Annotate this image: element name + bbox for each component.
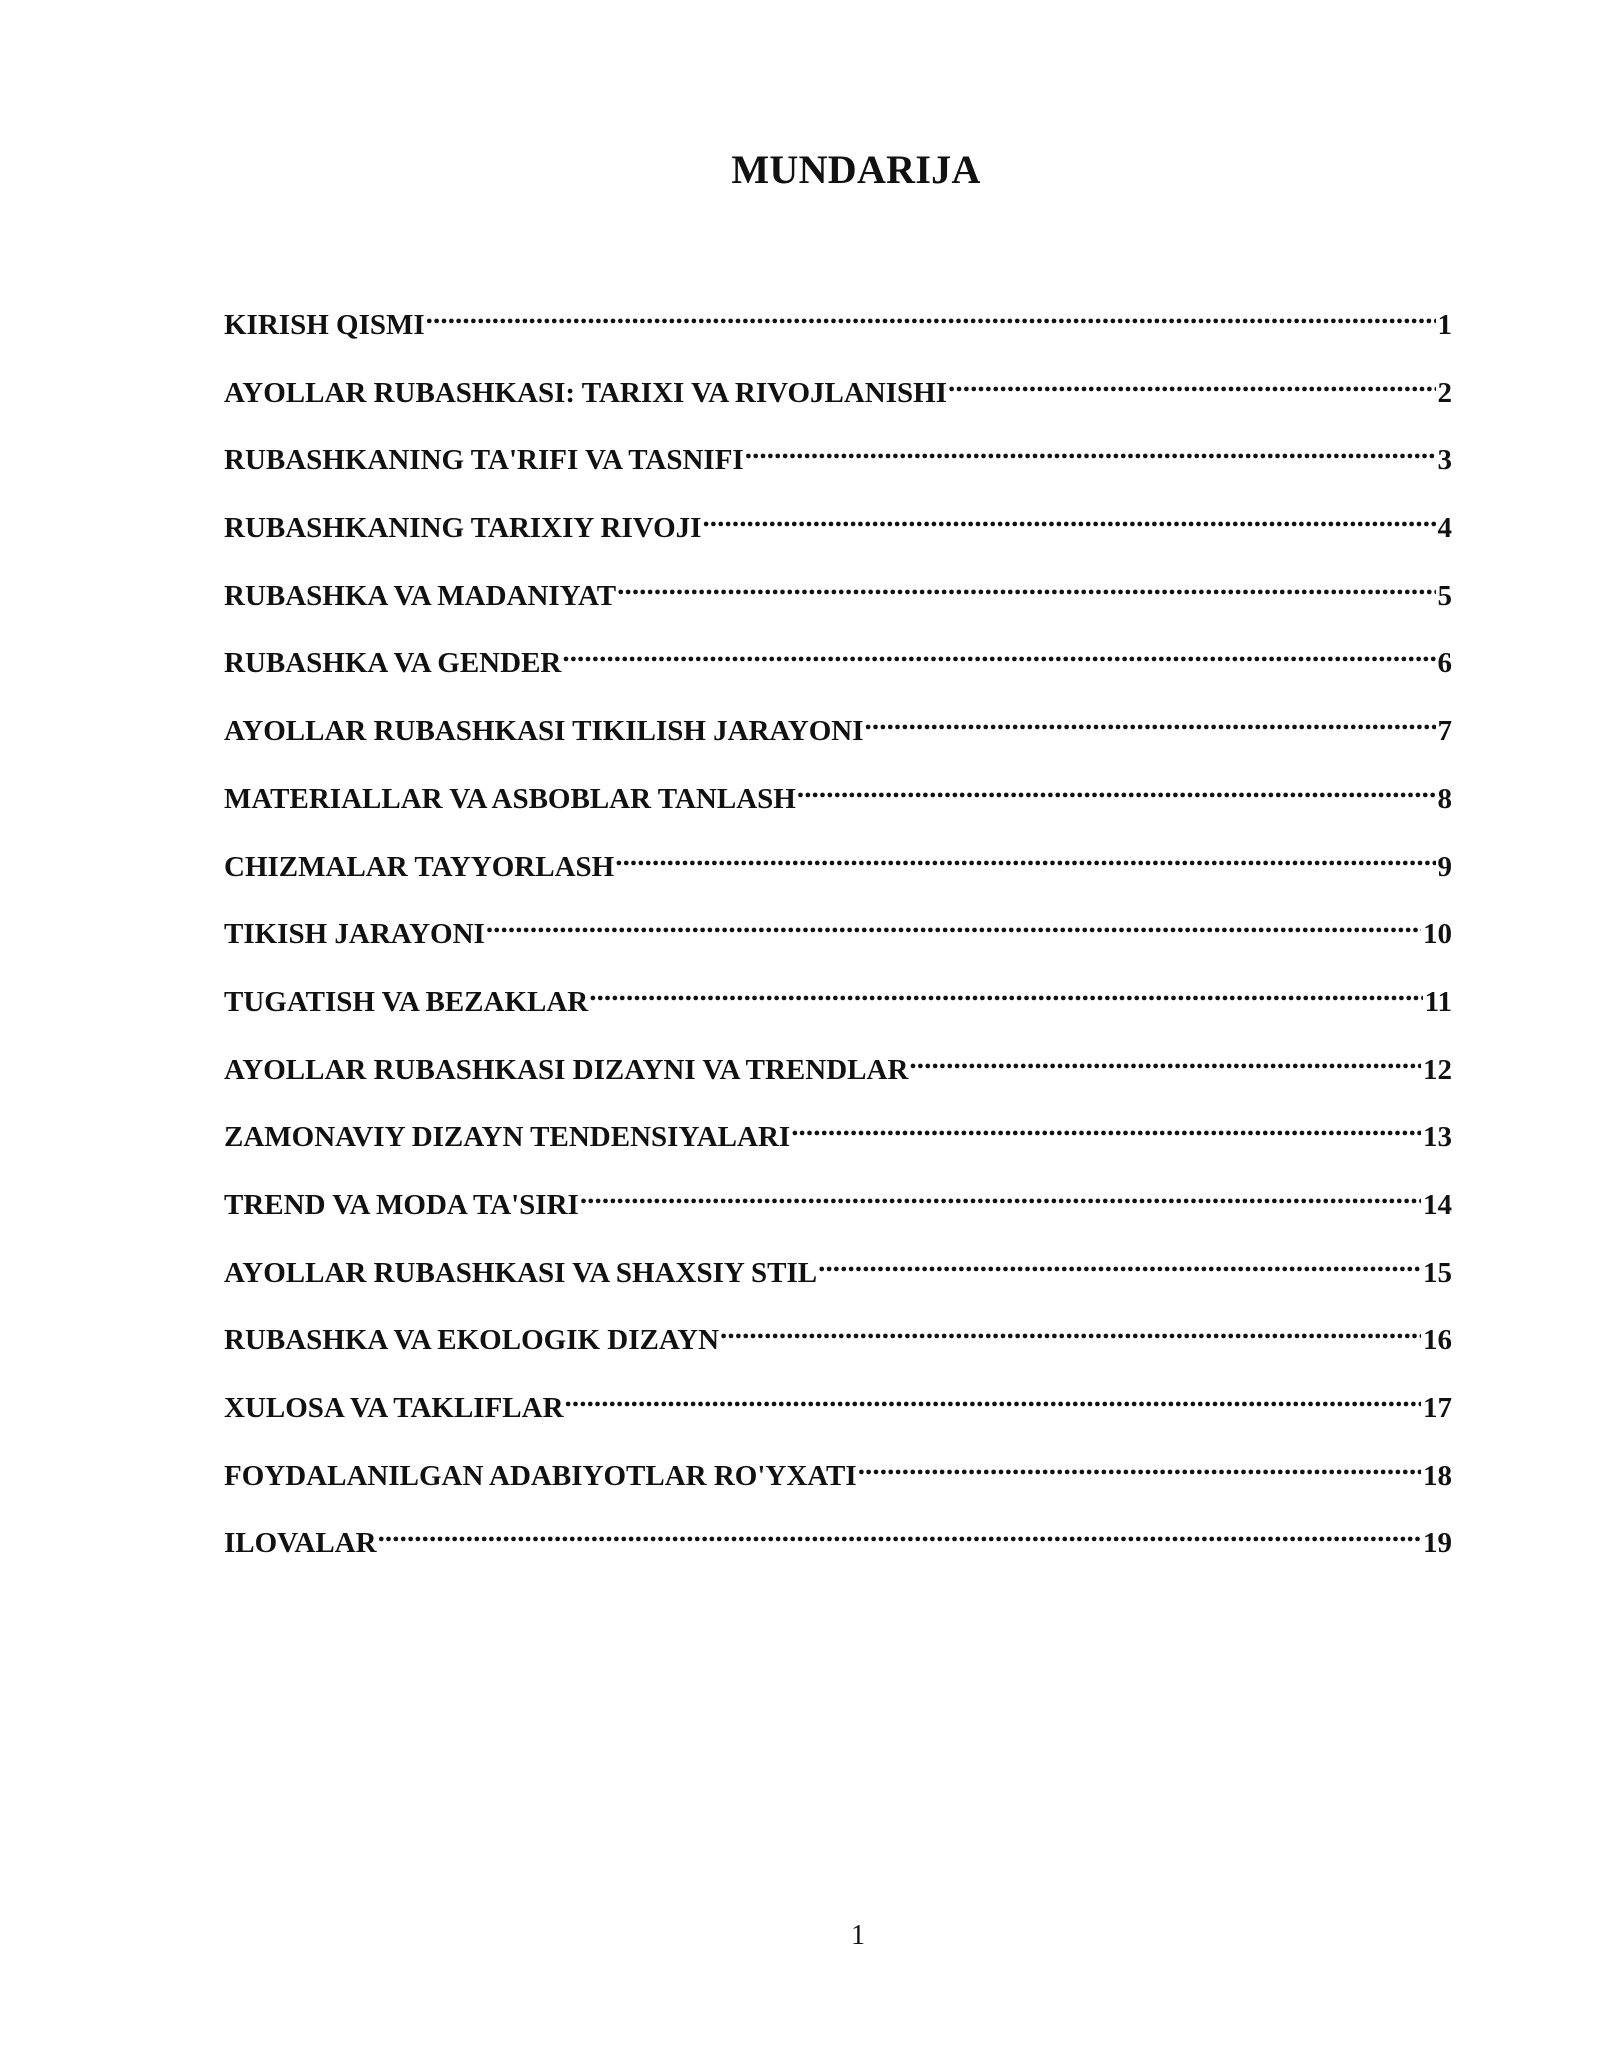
toc-entry-label: KIRISH QISMI bbox=[224, 309, 425, 341]
toc-dot-leader bbox=[589, 971, 1422, 1011]
toc-entry-label: RUBASHKA VA EKOLOGIK DIZAYN bbox=[224, 1324, 720, 1357]
toc-entry-page: 3 bbox=[1437, 444, 1452, 477]
toc-entry-page: 5 bbox=[1437, 579, 1452, 612]
toc-entry-label: RUBASHKA VA MADANIYAT bbox=[224, 579, 617, 612]
toc-entry-page: 16 bbox=[1423, 1324, 1452, 1357]
toc-dot-leader bbox=[818, 1242, 1421, 1282]
toc-entry-label: AYOLLAR RUBASHKASI VA SHAXSIY STIL bbox=[224, 1256, 818, 1289]
toc-dot-leader bbox=[565, 1377, 1421, 1417]
toc-entry[interactable] bbox=[224, 1242, 1452, 1310]
toc-entry-page: 18 bbox=[1423, 1459, 1452, 1492]
toc-dot-leader bbox=[791, 1106, 1421, 1146]
toc-dot-leader bbox=[426, 294, 1436, 334]
toc-entry[interactable] bbox=[224, 362, 1452, 430]
toc-entry-page: 17 bbox=[1423, 1392, 1452, 1424]
toc-entry[interactable] bbox=[224, 294, 1452, 362]
toc-entry[interactable] bbox=[224, 1377, 1452, 1445]
toc-dot-leader bbox=[615, 836, 1435, 876]
toc-entry-page: 9 bbox=[1437, 850, 1452, 883]
toc-entry-label: CHIZMALAR TAYYORLASH bbox=[224, 850, 615, 883]
toc-dot-leader bbox=[580, 1174, 1421, 1214]
toc-entry[interactable] bbox=[224, 632, 1452, 700]
toc-entry[interactable] bbox=[224, 700, 1452, 768]
toc-entry-page: 8 bbox=[1437, 782, 1452, 815]
toc-entry-label: AYOLLAR RUBASHKASI DIZAYNI VA TRENDLAR bbox=[224, 1053, 909, 1086]
toc-dot-leader bbox=[865, 700, 1436, 740]
toc-entry[interactable] bbox=[224, 1039, 1452, 1107]
toc-entry-page: 15 bbox=[1423, 1256, 1452, 1289]
toc-entry-page: 7 bbox=[1437, 715, 1452, 748]
toc-entry-page: 1 bbox=[1437, 309, 1452, 341]
toc-entry-page: 6 bbox=[1437, 647, 1452, 680]
toc-entry-page: 11 bbox=[1424, 985, 1452, 1018]
toc-dot-leader bbox=[858, 1445, 1421, 1485]
table-of-contents bbox=[224, 294, 1452, 1580]
toc-entry[interactable] bbox=[224, 1106, 1452, 1174]
toc-entry-page: 19 bbox=[1423, 1527, 1452, 1560]
toc-dot-leader bbox=[702, 497, 1435, 537]
toc-entry[interactable] bbox=[224, 836, 1452, 904]
toc-dot-leader bbox=[745, 429, 1436, 469]
toc-entry-page: 14 bbox=[1423, 1188, 1452, 1221]
toc-dot-leader bbox=[486, 903, 1421, 943]
toc-entry-label: AYOLLAR RUBASHKASI: TARIXI VA RIVOJLANISHI bbox=[224, 376, 948, 409]
toc-entry-page: 12 bbox=[1423, 1053, 1452, 1086]
toc-entry-label: TIKISH JARAYONI bbox=[224, 918, 485, 951]
toc-entry-label: RUBASHKANING TA'RIFI VA TASNIFI bbox=[224, 444, 744, 477]
toc-dot-leader bbox=[720, 1309, 1421, 1349]
toc-entry-label: AYOLLAR RUBASHKASI TIKILISH JARAYONI bbox=[224, 715, 864, 748]
toc-dot-leader bbox=[378, 1512, 1421, 1552]
toc-entry[interactable] bbox=[224, 1512, 1452, 1580]
toc-dot-leader bbox=[562, 632, 1435, 672]
page-number: 1 bbox=[851, 1920, 865, 1951]
toc-entry-label: RUBASHKANING TARIXIY RIVOJI bbox=[224, 512, 702, 545]
toc-dot-leader bbox=[948, 362, 1435, 402]
toc-dot-leader bbox=[617, 565, 1435, 605]
toc-entry[interactable] bbox=[224, 971, 1452, 1039]
toc-entry[interactable] bbox=[224, 497, 1452, 565]
toc-entry[interactable] bbox=[224, 429, 1452, 497]
toc-dot-leader bbox=[797, 768, 1436, 808]
toc-entry-label: RUBASHKA VA GENDER bbox=[224, 647, 562, 680]
toc-entry-label: ILOVALAR bbox=[224, 1527, 377, 1560]
toc-entry[interactable] bbox=[224, 1445, 1452, 1513]
toc-entry-page: 13 bbox=[1423, 1121, 1452, 1154]
toc-entry-page: 4 bbox=[1437, 512, 1452, 545]
toc-entry[interactable] bbox=[224, 1309, 1452, 1377]
toc-entry[interactable] bbox=[224, 565, 1452, 633]
toc-entry-label: ZAMONAVIY DIZAYN TENDENSIYALARI bbox=[224, 1121, 791, 1154]
toc-entry[interactable] bbox=[224, 1174, 1452, 1242]
toc-dot-leader bbox=[909, 1039, 1421, 1079]
toc-entry-label: XULOSA VA TAKLIFLAR bbox=[224, 1392, 564, 1424]
toc-entry-page: 2 bbox=[1437, 376, 1452, 409]
toc-entry-label: MATERIALLAR VA ASBOBLAR TANLASH bbox=[224, 782, 796, 815]
toc-entry-page: 10 bbox=[1423, 918, 1452, 951]
toc-entry-label: TUGATISH VA BEZAKLAR bbox=[224, 985, 589, 1018]
toc-entry[interactable] bbox=[224, 903, 1452, 971]
page-title: MUNDARIJA bbox=[731, 147, 981, 192]
toc-entry[interactable] bbox=[224, 768, 1452, 836]
toc-entry-label: TREND VA MODA TA'SIRI bbox=[224, 1188, 579, 1221]
toc-entry-label: FOYDALANILGAN ADABIYOTLAR RO'YXATI bbox=[224, 1459, 857, 1492]
